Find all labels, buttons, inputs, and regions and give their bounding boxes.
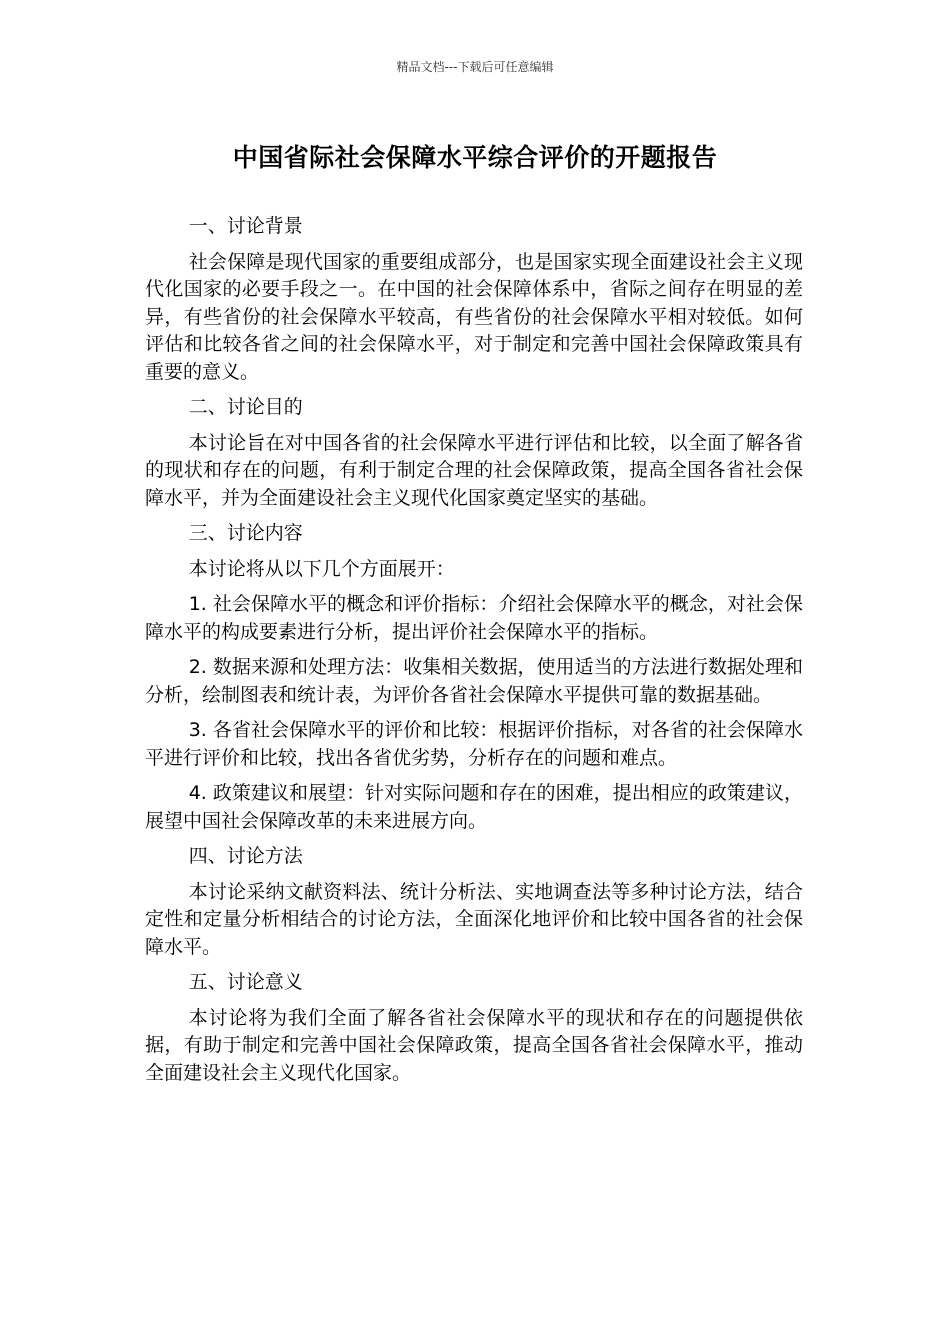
- paragraph-significance: 本讨论将为我们全面了解各省社会保障水平的现状和存在的问题提供依据，有助于制定和完善中国社会保障政策，提高全国各省社会保障水平，推动全面建设社会主义现代化国家。: [145, 1006, 803, 1084]
- section-heading-purpose: 二、讨论目的: [188, 396, 303, 418]
- list-item-2: 2. 数据来源和处理方法：收集相关数据，使用适当的方法进行数据处理和分析，绘制图表和统计表，为评价各省社会保障水平提供可靠的数据基础。: [145, 656, 803, 706]
- paragraph-background: 社会保障是现代国家的重要组成部分，也是国家实现全面建设社会主义现代化国家的必要手段之一。在中国的社会保障体系中，省际之间存在明显的差异，有些省份的社会保障水平较高，有些省份的社会保障水平相对较低。如何评估和比较各省之间的社会保障水平，对于制定和完善中国社会保障政策具有重要的意义。: [145, 250, 803, 383]
- paragraph-method: 本讨论采纳文献资料法、统计分析法、实地调查法等多种讨论方法，结合定性和定量分析相结合的讨论方法，全面深化地评价和比较中国各省的社会保障水平。: [145, 880, 803, 958]
- section-heading-background: 一、讨论背景: [188, 215, 303, 237]
- section-heading-method: 四、讨论方法: [188, 845, 303, 867]
- document-title: 中国省际社会保障水平综合评价的开题报告: [232, 143, 718, 172]
- section-heading-significance: 五、讨论意义: [188, 971, 303, 993]
- list-item-3: 3. 各省社会保障水平的评价和比较：根据评价指标，对各省的社会保障水平进行评价和比较，找出各省优劣势，分析存在的问题和难点。: [145, 719, 803, 769]
- list-item-4: 4. 政策建议和展望：针对实际问题和存在的困难，提出相应的政策建议，展望中国社会保障改革的未来进展方向。: [145, 782, 803, 832]
- paragraph-content-intro: 本讨论将从以下几个方面展开：: [188, 557, 455, 580]
- list-item-1: 1. 社会保障水平的概念和评价指标：介绍社会保障水平的概念，对社会保障水平的构成要素进行分析，提出评价社会保障水平的指标。: [145, 593, 803, 643]
- document-body: [145, 213, 803, 1095]
- paragraph-purpose: 本讨论旨在对中国各省的社会保障水平进行评估和比较，以全面了解各省的现状和存在的问题，有利于制定合理的社会保障政策，提高全国各省社会保障水平，并为全面建设社会主义现代化国家奠定坚实的基础。: [145, 431, 803, 509]
- header-note: 精品文档---下载后可任意编辑: [396, 60, 554, 74]
- section-heading-content: 三、讨论内容: [188, 522, 303, 544]
